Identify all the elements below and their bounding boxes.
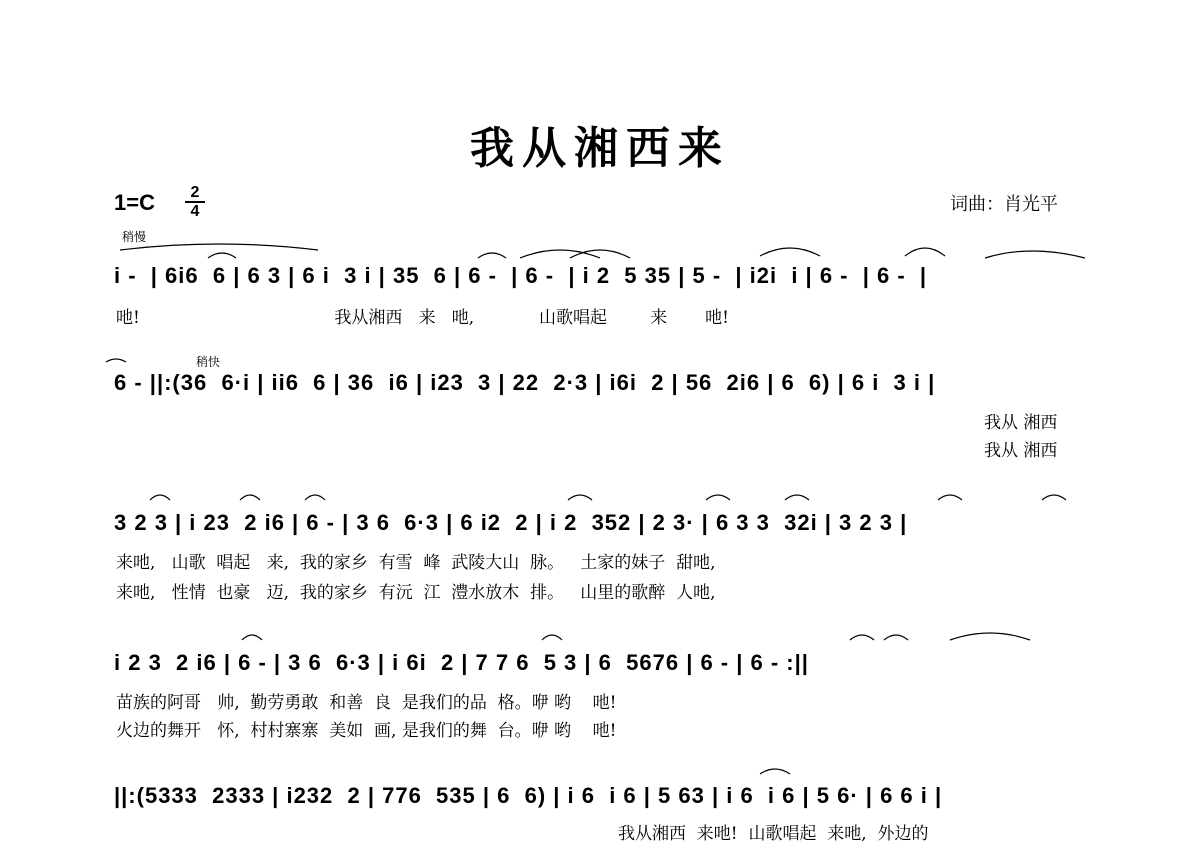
tie-row3-h: [1042, 495, 1066, 500]
lyric-row-1: 吔! 我从湘西 来 吔, 山歌唱起 来 吔!: [116, 308, 729, 328]
slur-intro: [120, 244, 318, 250]
tie-row1-g: [985, 251, 1085, 258]
tie-row4-a: [242, 635, 262, 640]
meter-top: 2: [190, 184, 200, 201]
notation-row-3: 3 2 3 | i 23 2 i6 | 6 - | 3 6 6·3 | 6 i2 2 | i 2 352 | 2 3· | 6 3 3 32i | 3 2 3 |: [114, 510, 908, 535]
lyric-row-4-verse-1: 苗族的阿哥 帅, 勤劳勇敢 和善 良 是我们的品 格。咿 哟 吔!: [116, 693, 617, 713]
tie-row3-f: [785, 495, 809, 500]
notation-row-1: i - | 6i6 6 | 6 3 | 6 i 3 i | 35 6 | 6 - | 6 - | i 2 5 35 | 5 - | i2i i | 6 - | 6 - |: [114, 263, 928, 288]
tie-row4-d: [884, 635, 908, 640]
tie-row3-c: [305, 495, 325, 500]
tie-row3-d: [568, 495, 592, 500]
song-title: 我从湘西来: [470, 123, 730, 174]
lyric-row-3-verse-2: 来吔, 性情 也豪 迈, 我的家乡 有沅 江 澧水放木 排。 山里的歌醉 人吔,: [116, 583, 716, 603]
tie-row1-a: [208, 253, 236, 258]
tie-row4-b: [542, 635, 562, 640]
tie-row3-a: [150, 495, 170, 500]
tie-row1-e: [760, 248, 820, 256]
meter-bottom: 4: [190, 203, 200, 220]
tempo-mark-fast: 稍快: [196, 355, 221, 369]
tie-row4-e: [950, 633, 1030, 640]
lyric-row-4-verse-2: 火边的舞开 怀, 村村寨寨 美如 画, 是我们的舞 台。咿 哟 吔!: [116, 721, 617, 741]
tie-row3-b: [240, 495, 260, 500]
tie-row4-c: [850, 635, 874, 640]
notation-row-4: i 2 3 2 i6 | 6 - | 3 6 6·3 | i 6i 2 | 7 7 6 5 3 | 6 5676 | 6 - | 6 - :||: [114, 650, 809, 675]
lyric-row-5: 我从湘西 来吔! 山歌唱起 来吔, 外边的: [618, 824, 929, 844]
tempo-mark-slow: 稍慢: [122, 230, 147, 244]
tie-row1-b: [478, 253, 506, 258]
tie-row5-a: [760, 769, 790, 774]
tie-row1-f: [905, 248, 945, 256]
notation-row-2: 6 - ||:(36 6·i | ii6 6 | 36 i6 | i23 3 | 22 2·3 | i6i 2 | 56 2i6 | 6 6) | 6 i 3 i |: [114, 370, 936, 395]
lyric-row-2-verse-1: 我从 湘西: [984, 413, 1058, 433]
lyric-row-3-verse-1: 来吔, 山歌 唱起 来, 我的家乡 有雪 峰 武陵大山 脉。 土家的妹子 甜吔,: [116, 553, 716, 573]
tie-row3-e: [706, 495, 730, 500]
tie-row2-a: [106, 359, 126, 362]
key-signature: 1=C: [114, 190, 155, 215]
lyric-row-2-verse-2: 我从 湘西: [984, 441, 1058, 461]
credit-line: 词曲：肖光平: [950, 194, 1058, 215]
notation-row-5: ||:(5333 2333 | i232 2 | 776 535 | 6 6) | i 6 i 6 | 5 63 | i 6 i 6 | 5 6· | 6 6 i |: [114, 783, 943, 808]
tie-row3-g: [938, 495, 962, 500]
